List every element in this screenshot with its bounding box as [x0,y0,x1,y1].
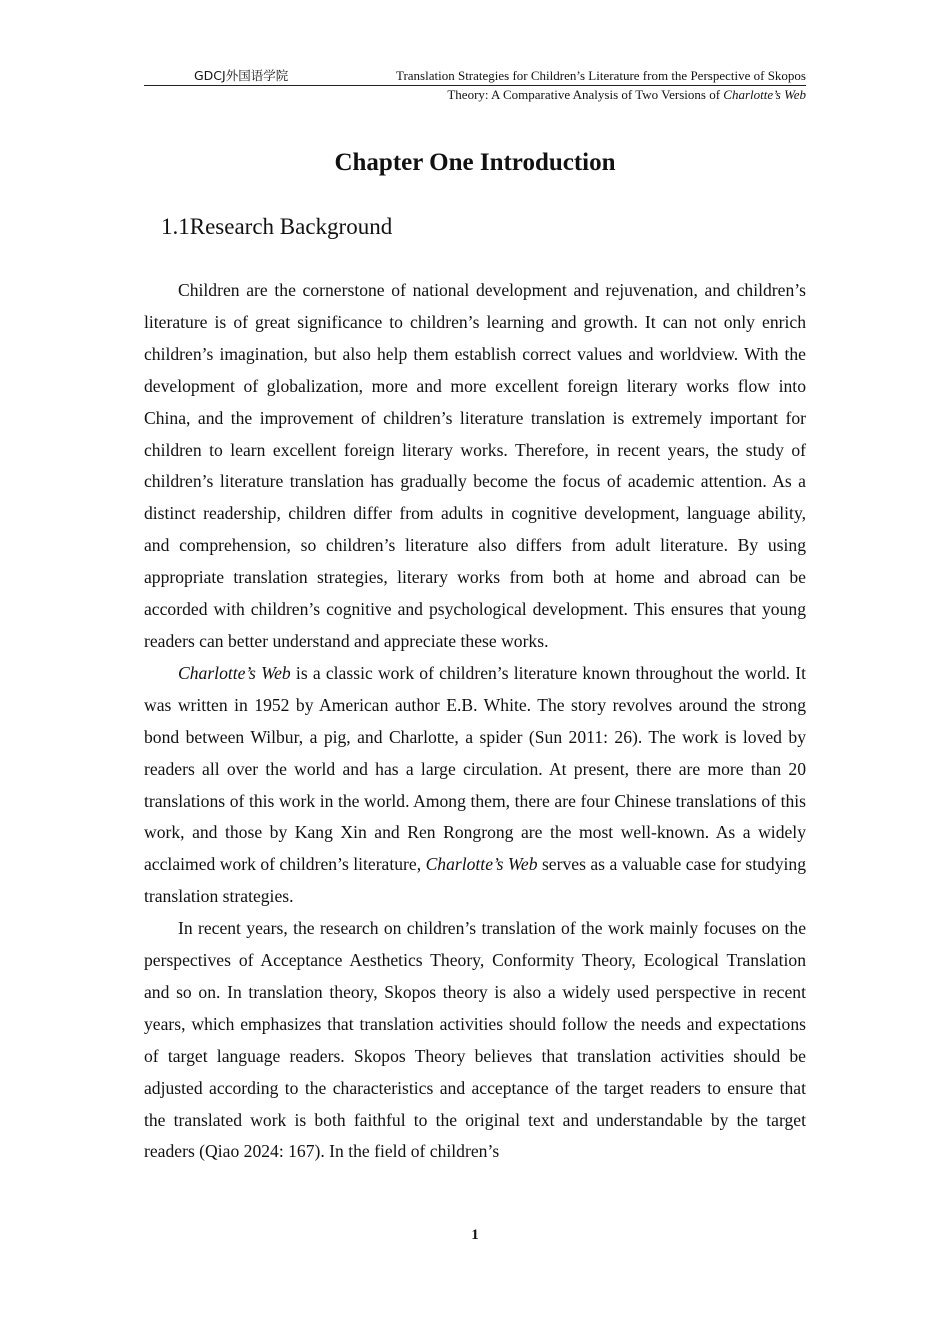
running-header [144,67,806,104]
book-title-italic: Charlotte’s Web [425,854,538,875]
chapter-title: Chapter One Introduction [334,149,616,176]
header-thesis-title-line1: Translation Strategies for Children’s Literature from the Perspective of Skopos [395,68,806,83]
paragraph-2-text-a: is a classic work of children’s literature known throughout the world. It was written in 1952 by American author E.B. White. The story revolves around the strong bond between Wilbur, a pig, and Charlotte, a spider (Sun 2011: 26). The work is loved by readers all over the world and has a large circulation. At present, there are more than 20 translations of this work in the world. Among them, there are four Chinese translations of this work, and those by Kang Xin and Ren Rongrong are the most well-known. As a widely acclaimed work of children’s literature, [144,662,806,875]
header-book-title: Charlotte’s Web [723,87,806,102]
paragraph-2 [144,658,806,913]
section-heading: 1.1Research Background [161,214,393,239]
paragraph-2-text-b: serves as a valuable case for studying translation strategies. [144,854,806,907]
paragraph-3: In recent years, the research on children’s translation of the work mainly focuses on the perspectives of Acceptance Aesthetics Theory, Conformity Theory, Ecological Translation and so on. In translation theory, Skopos theory is also a widely used perspective in recent years, which emphasizes that translation activities should follow the needs and expectations of target language readers. Skopos Theory believes that translation activities should be adjusted according to the characteristics and acceptance of the target readers to ensure that the translated work is both faithful to the original text and understandable by the target readers (Qiao 2024: 167). In the field of children’s [144,918,806,1162]
header-second-line [144,86,806,104]
paragraph-1: Children are the cornerstone of national development and rejuvenation, and children’s literature is of great significance to children’s learning and growth. It can not only enrich children’s imagination, but also help them establish correct values and worldview. With the development of globalization, more and more excellent foreign literary works flow into China, and the improvement of children’s literature translation is extremely important for children to learn excellent foreign literary works. Therefore, in recent years, the study of children’s literature translation has gradually become the focus of academic attention. As a distinct readership, children differ from adults in cognitive development, language ability, and comprehension, so children’s literature also differs from adult literature. By using appropriate translation strategies, literary works from both at home and abroad can be accorded with children’s cognitive and psychological development. This ensures that young readers can better understand and appreciate these works. [144,280,806,651]
header-school-name: GDCJ外国语学院 [194,68,289,83]
page-number: 1 [471,1227,479,1243]
book-title-italic: Charlotte’s Web [178,662,291,683]
body-text [144,275,806,1168]
header-first-line [144,67,806,86]
header-thesis-title-line2: Theory: A Comparative Analysis of Two Versions of [447,87,724,102]
